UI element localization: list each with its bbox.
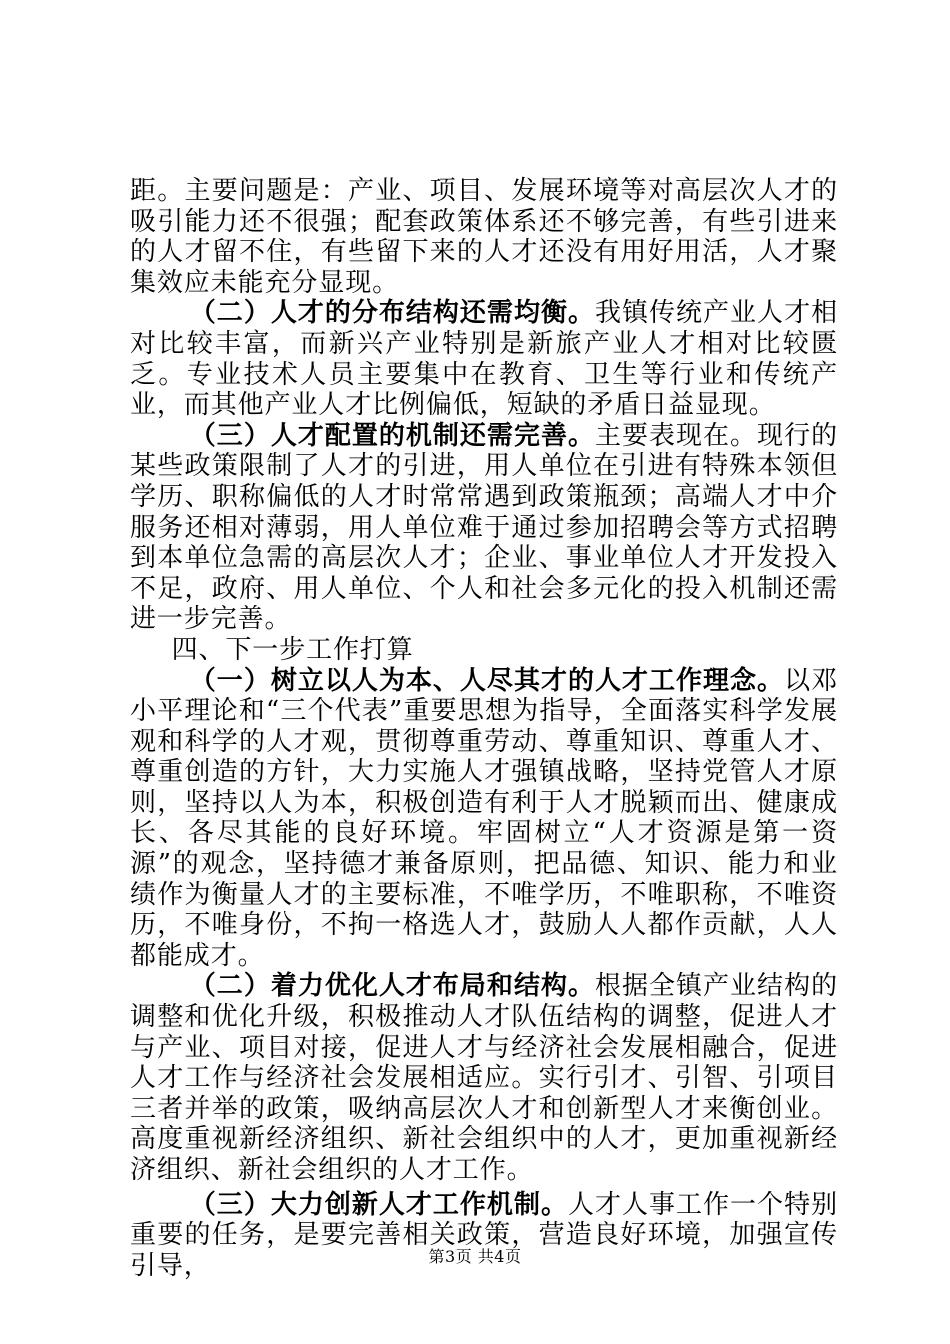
- document-body: [130, 176, 838, 1281]
- paragraph-heading: （三）人才配置的机制还需完善。: [189, 420, 595, 451]
- section-heading: [130, 635, 838, 666]
- paragraph-text: 我镇传统产业人才相对比较丰富，而新兴产业特别是新旅产业人才相对比较匮乏。专业技术人员主要集中在教育、卫生等行业和传统产业，而其他产业人才比例偏低，短缺的矛盾日益显现。: [130, 298, 838, 421]
- paragraph-text: 主要表现在。现行的某些政策限制了人才的引进，用人单位在引进有特殊本领但学历、职称偏低的人才时常常遇到政策瓶颈；高端人才中介服务还相对薄弱，用人单位难于通过参加招聘会等方式招聘到本单位急需的高层次人才；企业、事业单位人才开发投入不足，政府、用人单位、个人和社会多元化的投入机制还需进一步完善。: [130, 420, 838, 635]
- paragraph-heading: （二）人才的分布结构还需均衡。: [189, 298, 595, 329]
- paragraph-2: [130, 298, 838, 420]
- paragraph-text: 以邓小平理论和“三个代表”重要思想为指导，全面落实科学发展观和科学的人才观，贯彻尊重劳动、尊重知识、尊重人才、尊重创造的方针，大力实施人才强镇战略，坚持党管人才原则，坚持以人为本，积极创造有利于人才脱颖而出、健康成长、各尽其能的良好环境。牢固树立“人才资源是第一资源”的观念，坚持德才兼备原则，把品德、知识、能力和业绩作为衡量人才的主要标准，不唯学历，不唯职称，不唯资历，不唯身份，不拘一格选人才，鼓励人人都作贡献，人人都能成才。: [130, 665, 838, 971]
- paragraph-6: [130, 1190, 838, 1282]
- paragraph-text: 根据全镇产业结构的调整和优化升级，积极推动人才队伍结构的调整，促进人才与产业、项目对接，促进人才与经济社会发展相融合，促进人才工作与经济社会发展相适应。实行引才、引智、引项目三者并举的政策，吸纳高层次人才和创新型人才来衡创业。高度重视新经济组织、新社会组织中的人才，更加重视新经济组织、新社会组织的人才工作。: [130, 971, 838, 1185]
- paragraph-5: [130, 971, 838, 1185]
- paragraph-3: [130, 421, 838, 635]
- paragraph-text: 距。主要问题是：产业、项目、发展环境等对高层次人才的吸引能力还不很强；配套政策体系还不够完善，有些引进来的人才留不住，有些留下来的人才还没有用好用活，人才聚集效应未能充分显现。: [130, 176, 838, 298]
- section-heading-text: 四、下一步工作打算: [171, 634, 414, 665]
- paragraph-text: 人才人事工作一个特别重要的任务，是要完善相关政策，营造良好环境，加强宣传引导，: [130, 1189, 838, 1281]
- paragraph-4: [130, 666, 838, 972]
- paragraph-heading: （三）大力创新人才工作机制。: [189, 1189, 568, 1220]
- paragraph-heading: （二）着力优化人才布局和结构。: [189, 971, 595, 1002]
- paragraph-1: [130, 176, 838, 298]
- page-footer: 第3页 共4页: [428, 1247, 522, 1266]
- paragraph-heading: （一）树立以人为本、人尽其才的人才工作理念。: [189, 665, 785, 696]
